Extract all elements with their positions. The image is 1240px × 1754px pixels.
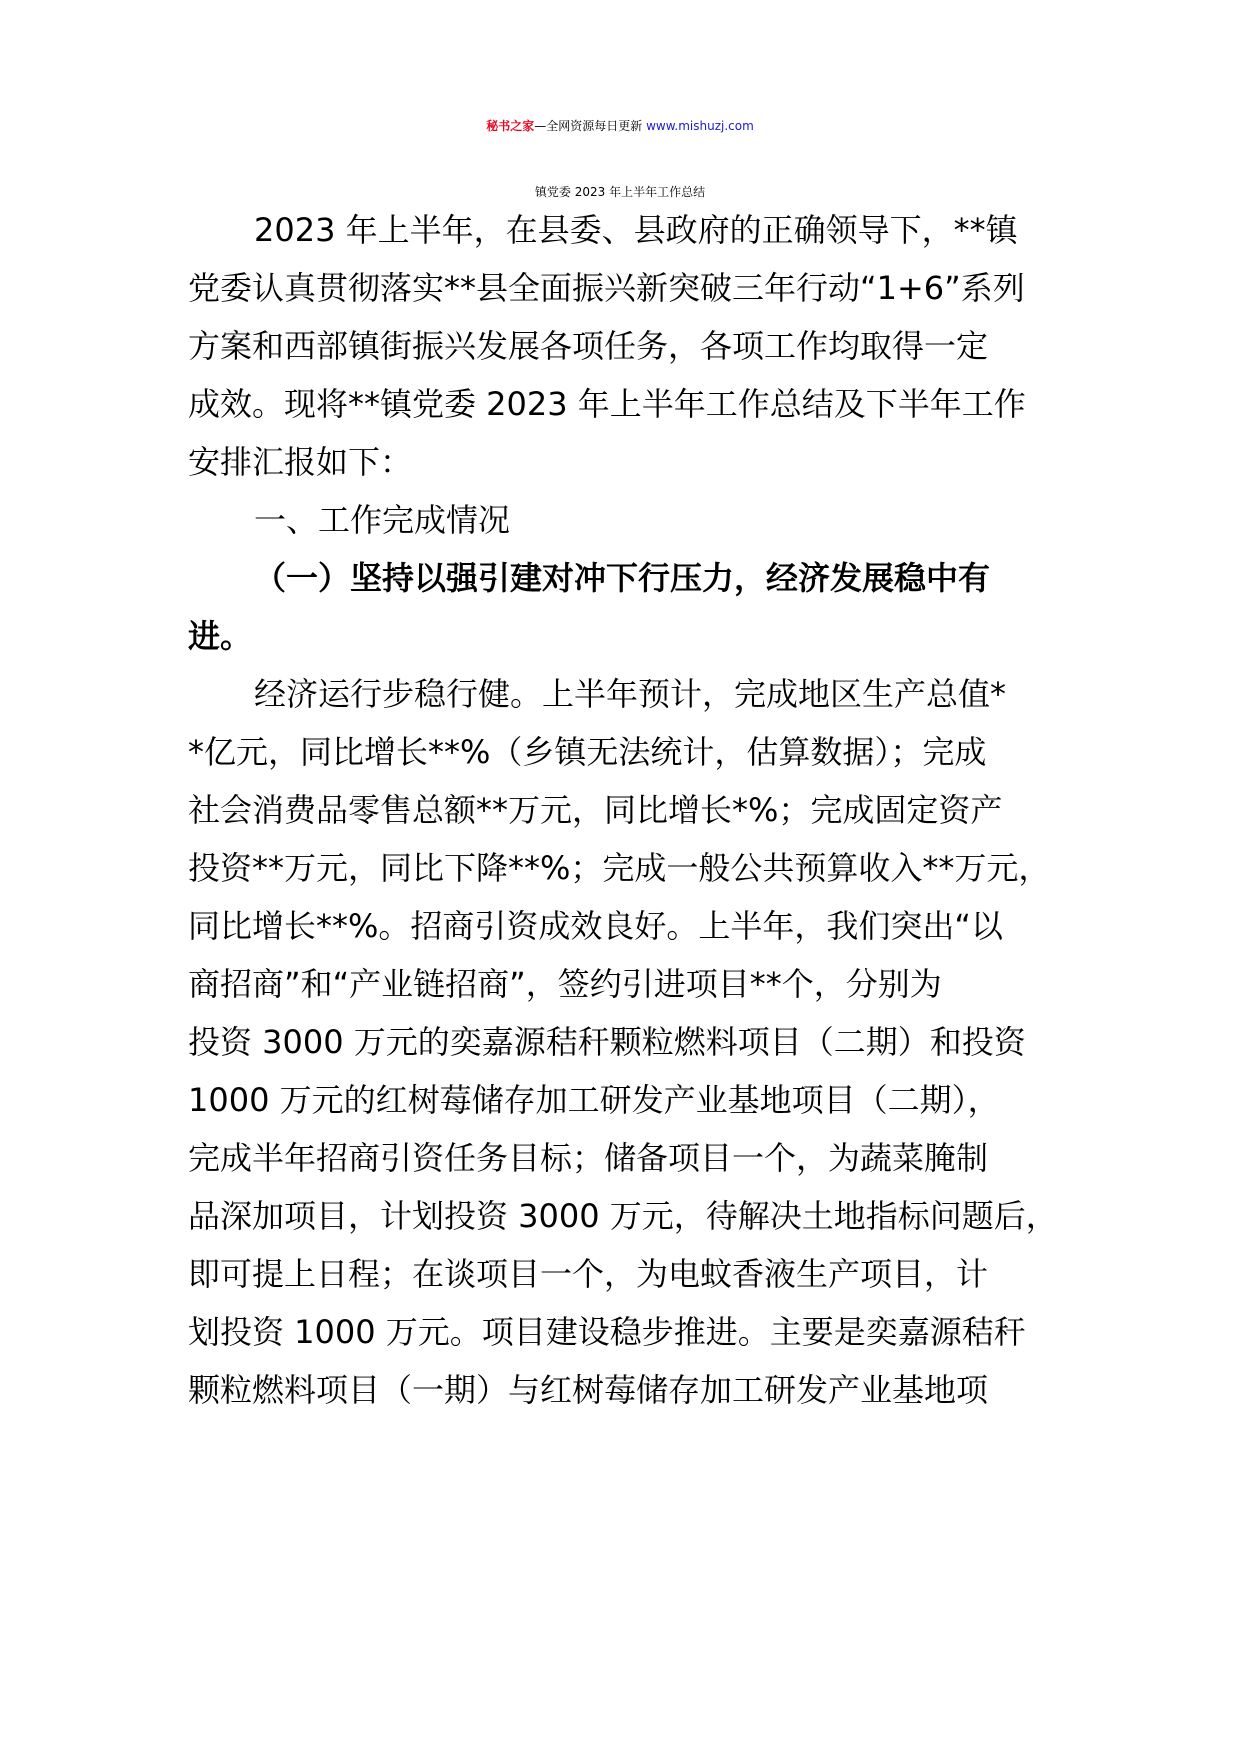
body-line: 投资**万元，同比下降**%；完成一般公共预算收入**万元， [188, 849, 1051, 887]
body-line: 品深加项目，计划投资 3000 万元，待解决土地指标问题后， [188, 1197, 1058, 1235]
document-title: 镇党委 2023 年上半年工作总结 [534, 185, 706, 199]
watermark-header [0, 104, 1240, 148]
body-line: 党委认真贯彻落实**县全面振兴新突破三年行动“1+6”系列 [188, 269, 1025, 307]
body-line: 即可提上日程；在谈项目一个，为电蚊香液生产项目，计 [188, 1255, 989, 1293]
body-line: 划投资 1000 万元。项目建设稳步推进。主要是奕嘉源秸秆 [188, 1313, 1026, 1351]
body-line: 1000 万元的红树莓储存加工研发产业基地项目（二期）， [188, 1081, 1000, 1119]
body-line: 经济运行步稳行健。上半年预计，完成地区生产总值* [254, 675, 1007, 713]
body-line: 完成半年招商引资任务目标；储备项目一个，为蔬菜腌制 [188, 1139, 989, 1177]
body-line: *亿元，同比增长**%（乡镇无法统计，估算数据）；完成 [188, 733, 987, 771]
section-heading: 一、工作完成情况 [254, 501, 511, 539]
brand-name: 秘书之家 [486, 119, 535, 133]
body-line: 商招商”和“产业链招商”，签约引进项目**个，分别为 [188, 965, 942, 1003]
header-url[interactable]: www.mishuzj.com [646, 119, 754, 133]
subsection-heading: （一）坚持以强引建对冲下行压力，经济发展稳中有 [254, 559, 991, 597]
body-line: 2023 年上半年，在县委、县政府的正确领导下，**镇 [254, 211, 1018, 249]
body-line: 颗粒燃料项目（一期）与红树莓储存加工研发产业基地项 [188, 1371, 989, 1409]
body-line: 投资 3000 万元的奕嘉源秸秆颗粒燃料项目（二期）和投资 [188, 1023, 1026, 1061]
header-slogan: —全网资源每日更新 [534, 119, 647, 133]
body-line: 安排汇报如下： [188, 443, 413, 481]
body-line: 社会消费品零售总额**万元，同比增长*%；完成固定资产 [188, 791, 1003, 829]
body-line: 方案和西部镇街振兴发展各项任务，各项工作均取得一定 [188, 327, 989, 365]
body-line: 同比增长**%。招商引资成效良好。上半年，我们突出“以 [188, 907, 1003, 945]
body-line: 成效。现将**镇党委 2023 年上半年工作总结及下半年工作 [188, 385, 1026, 423]
subsection-heading-continued: 进。 [188, 617, 253, 655]
